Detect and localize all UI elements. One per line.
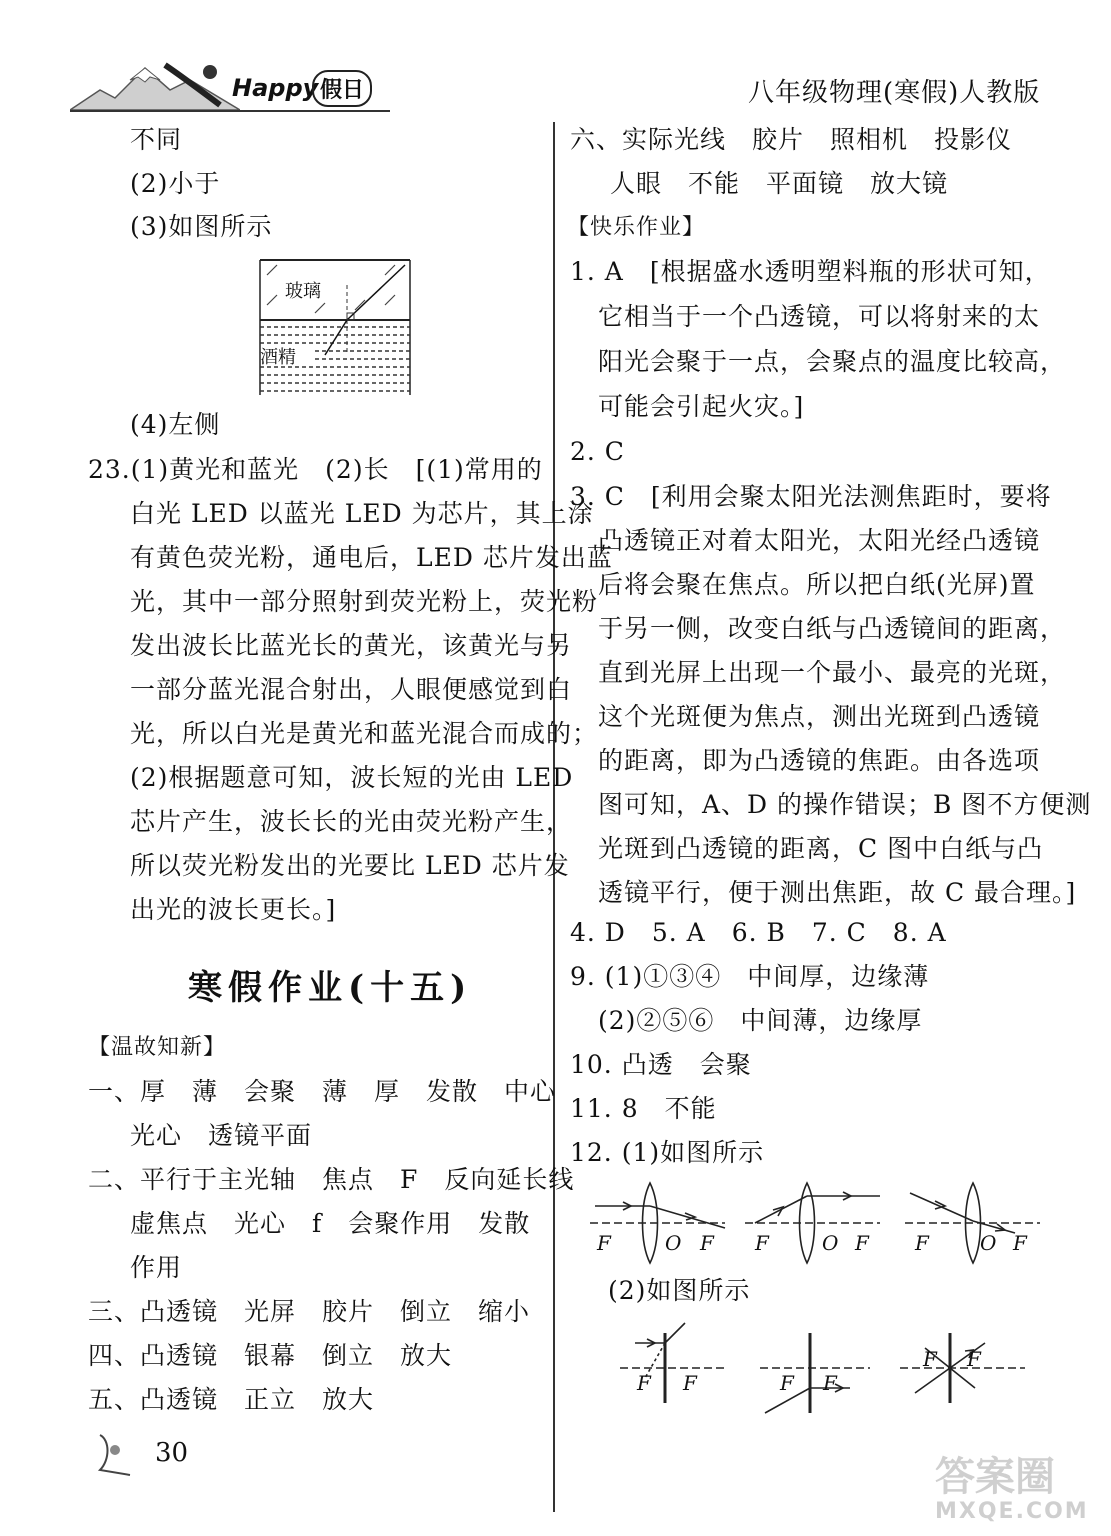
q1-line: 它相当于一个凸透镜，可以将射来的太	[598, 302, 1041, 331]
focus-label: F	[915, 1231, 929, 1255]
focus-label: F	[755, 1231, 769, 1255]
watermark	[935, 1455, 1105, 1530]
q23-line: 光，所以白光是黄光和蓝光混合而成的；	[130, 719, 599, 748]
brand-suffix-badge: 假日	[312, 70, 372, 107]
optical-center-label: O	[665, 1231, 682, 1255]
q3-line: 透镜平行，便于测出焦距，故 C 最合理。]	[598, 878, 1077, 907]
answer-line: (4)左侧	[130, 410, 221, 439]
q3-line: 直到光屏上出现一个最小、最亮的光斑，	[598, 658, 1067, 687]
answer-line: 9. (1)①③④ 中间厚，边缘薄	[570, 962, 930, 991]
focus-label: F	[700, 1231, 714, 1255]
watermark-url: MXQE.COM	[935, 1499, 1089, 1524]
q3-line: 图可知，A、D 的操作错误；B 图不方便测	[598, 790, 1092, 819]
page-corner-icon	[90, 1430, 150, 1480]
header-underline	[70, 110, 390, 112]
watermark-text: 答案圈	[935, 1454, 1055, 1500]
focus-label: F	[1013, 1231, 1027, 1255]
answer-line: 五、凸透镜 正立 放大	[88, 1385, 375, 1414]
answer-line: 二、平行于主光轴 焦点 F 反向延长线	[88, 1165, 575, 1194]
focus-label: F	[637, 1371, 651, 1395]
review-heading: 【温故知新】	[88, 1035, 227, 1060]
section-title: 寒假作业(十五)	[188, 968, 473, 1008]
answer-line: 虚焦点 光心 f 会聚作用 发散	[130, 1209, 531, 1238]
answer-line: 一、厚 薄 会聚 薄 厚 发散 中心	[88, 1077, 557, 1106]
q23-line: (2)根据题意可知，波长短的光由 LED	[130, 763, 574, 792]
answer-line: 六、实际光线 胶片 照相机 投影仪	[570, 125, 1013, 154]
q23-line: 发出波长比蓝光长的黄光，该黄光与另	[130, 631, 573, 660]
page-number: 30	[155, 1438, 189, 1468]
optical-center-label: O	[822, 1231, 839, 1255]
q23-line: 23.(1)黄光和蓝光 (2)长 [(1)常用的	[88, 455, 543, 484]
focus-label: F	[780, 1371, 794, 1395]
focus-label: F	[967, 1347, 981, 1371]
refraction-diagram	[255, 255, 415, 400]
answer-line: 四、凸透镜 银幕 倒立 放大	[88, 1341, 453, 1370]
answer-line: 作用	[130, 1253, 183, 1282]
answer-line: 2. C	[570, 437, 625, 466]
focus-label: F	[855, 1231, 869, 1255]
answer-line: (2)如图所示	[608, 1276, 751, 1305]
q23-line: 一部分蓝光混合射出，人眼便感觉到白	[130, 675, 573, 704]
q23-line: 芯片产生，波长长的光由荧光粉产生，	[130, 807, 573, 836]
focus-label: F	[923, 1347, 937, 1371]
q3-line: 凸透镜正对着太阳光，太阳光经凸透镜	[598, 526, 1041, 555]
focus-label: F	[597, 1231, 611, 1255]
answer-line: (2)小于	[130, 169, 221, 198]
q1-line: 阳光会聚于一点，会聚点的温度比较高，	[598, 347, 1067, 376]
answer-line: 10. 凸透 会聚	[570, 1050, 752, 1079]
q23-line: 有黄色荧光粉，通电后，LED 芯片发出蓝	[130, 543, 613, 572]
q3-line: 光斑到凸透镜的距离，C 图中白纸与凸	[598, 834, 1044, 863]
optical-center-label: O	[980, 1231, 997, 1255]
answer-line: 人眼 不能 平面镜 放大镜	[610, 169, 949, 198]
lens-diagrams-row2	[615, 1318, 1035, 1418]
q3-line: 后将会聚在焦点。所以把白纸(光屏)置	[598, 570, 1036, 599]
alcohol-label: 酒精	[260, 347, 296, 368]
answer-line: 光心 透镜平面	[130, 1121, 313, 1150]
q3-line: 于另一侧，改变白纸与凸透镜间的距离，	[598, 614, 1067, 643]
focus-label: F	[823, 1371, 837, 1395]
answer-line: 三、凸透镜 光屏 胶片 倒立 缩小	[88, 1297, 531, 1326]
answer-line: (3)如图所示	[130, 212, 273, 241]
book-title: 八年级物理(寒假)人教版	[748, 78, 1041, 108]
q1-line: 1. A [根据盛水透明塑料瓶的形状可知，	[570, 257, 1051, 286]
header	[0, 60, 1111, 120]
focus-label: F	[683, 1371, 697, 1395]
glass-label: 玻璃	[285, 281, 321, 302]
q3-line: 3. C [利用会聚太阳光法测焦距时，要将	[570, 482, 1052, 511]
q23-line: 白光 LED 以蓝光 LED 为芯片，其上涂	[130, 499, 594, 528]
brand-name: Happy	[232, 74, 319, 102]
happy-heading: 【快乐作业】	[567, 215, 706, 240]
answer-line: 4. D 5. A 6. B 7. C 8. A	[570, 918, 947, 947]
q1-line: 可能会引起火灾。]	[598, 392, 805, 421]
answer-line: 11. 8 不能	[570, 1094, 717, 1123]
q23-line: 出光的波长更长。]	[130, 895, 337, 924]
q23-line: 所以荧光粉发出的光要比 LED 芯片发	[130, 851, 570, 880]
answer-line: (2)②⑤⑥ 中间薄，边缘厚	[598, 1006, 923, 1035]
q3-line: 这个光斑便为焦点，测出光斑到凸透镜	[598, 702, 1041, 731]
q3-line: 的距离，即为凸透镜的焦距。由各选项	[598, 746, 1041, 775]
answer-line: 不同	[130, 125, 183, 154]
answer-line: 12. (1)如图所示	[570, 1138, 765, 1167]
mountain-logo-icon	[70, 60, 240, 115]
q23-line: 光，其中一部分照射到荧光粉上，荧光粉	[130, 587, 599, 616]
lens-diagrams-row1	[585, 1178, 1045, 1268]
